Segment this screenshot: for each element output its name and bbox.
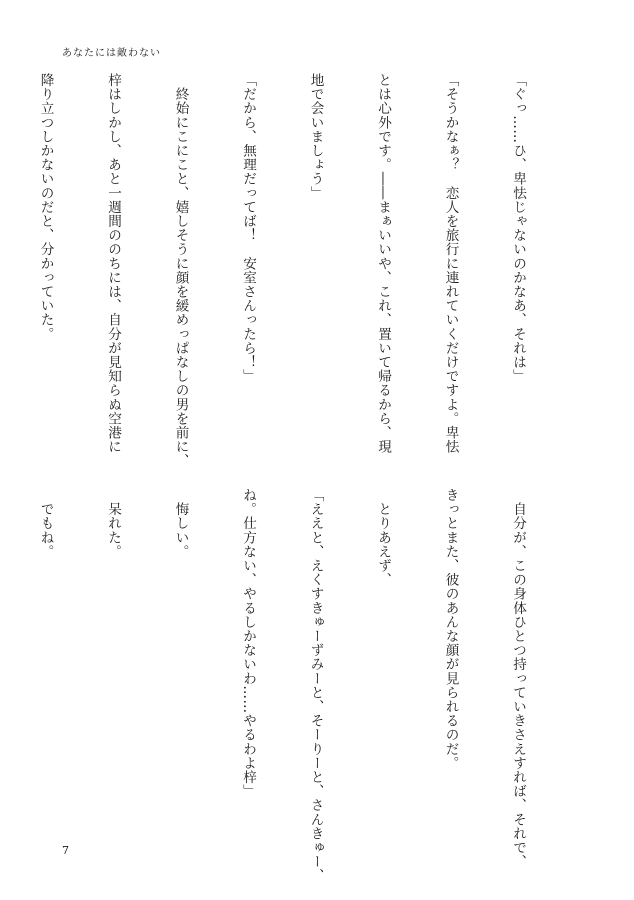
text-line: 梓はしかし、あと一週間ののちには、自分が見知らぬ空港に bbox=[105, 73, 121, 454]
text-line: 自分が、この身体ひとつ持っていきさえすれば、それで、 bbox=[510, 488, 526, 869]
upper-text-block bbox=[0, 73, 574, 473]
text-line: とは心外です。――まぁいいや、これ、置いて帰るから、現 bbox=[375, 73, 391, 454]
text-line: 「そうかなぁ？ 恋人を旅行に連れていくだけですよ。卑怯 bbox=[442, 73, 459, 454]
text-line: 「だから、無理だってば！ 安室さんったら！」 bbox=[240, 73, 256, 384]
running-header: あなたには敵わない bbox=[62, 48, 161, 59]
page-number: 7 bbox=[62, 844, 69, 857]
text-line: 終始にこにこと、嬉しそうに顔を緩めっぱなしの男を前に、 bbox=[172, 73, 189, 468]
text-line: 地で会いましょう」 bbox=[307, 73, 324, 200]
text-line: 「ぐっ……ひ、卑怯じゃないのかなあ、それは」 bbox=[510, 73, 526, 384]
text-line: きっとまた、彼のあんな顔が見られるのだ。 bbox=[442, 488, 459, 770]
text-line: 「ええと、えくすきゅーずみーと、そーりーと、さんきゅー、 bbox=[307, 488, 324, 883]
text-line: 呆れた。 bbox=[105, 488, 121, 559]
text-line: ね。仕方ない、やるしかないわ……やるわよ梓」 bbox=[240, 488, 256, 799]
text-line: とりあえず、 bbox=[375, 488, 391, 587]
lower-text-block bbox=[0, 488, 574, 883]
text-line: でもね。 bbox=[37, 488, 54, 559]
text-line: 降り立つしかないのだと、分かっていた。 bbox=[37, 73, 54, 341]
text-line: 悔しい。 bbox=[172, 488, 189, 559]
